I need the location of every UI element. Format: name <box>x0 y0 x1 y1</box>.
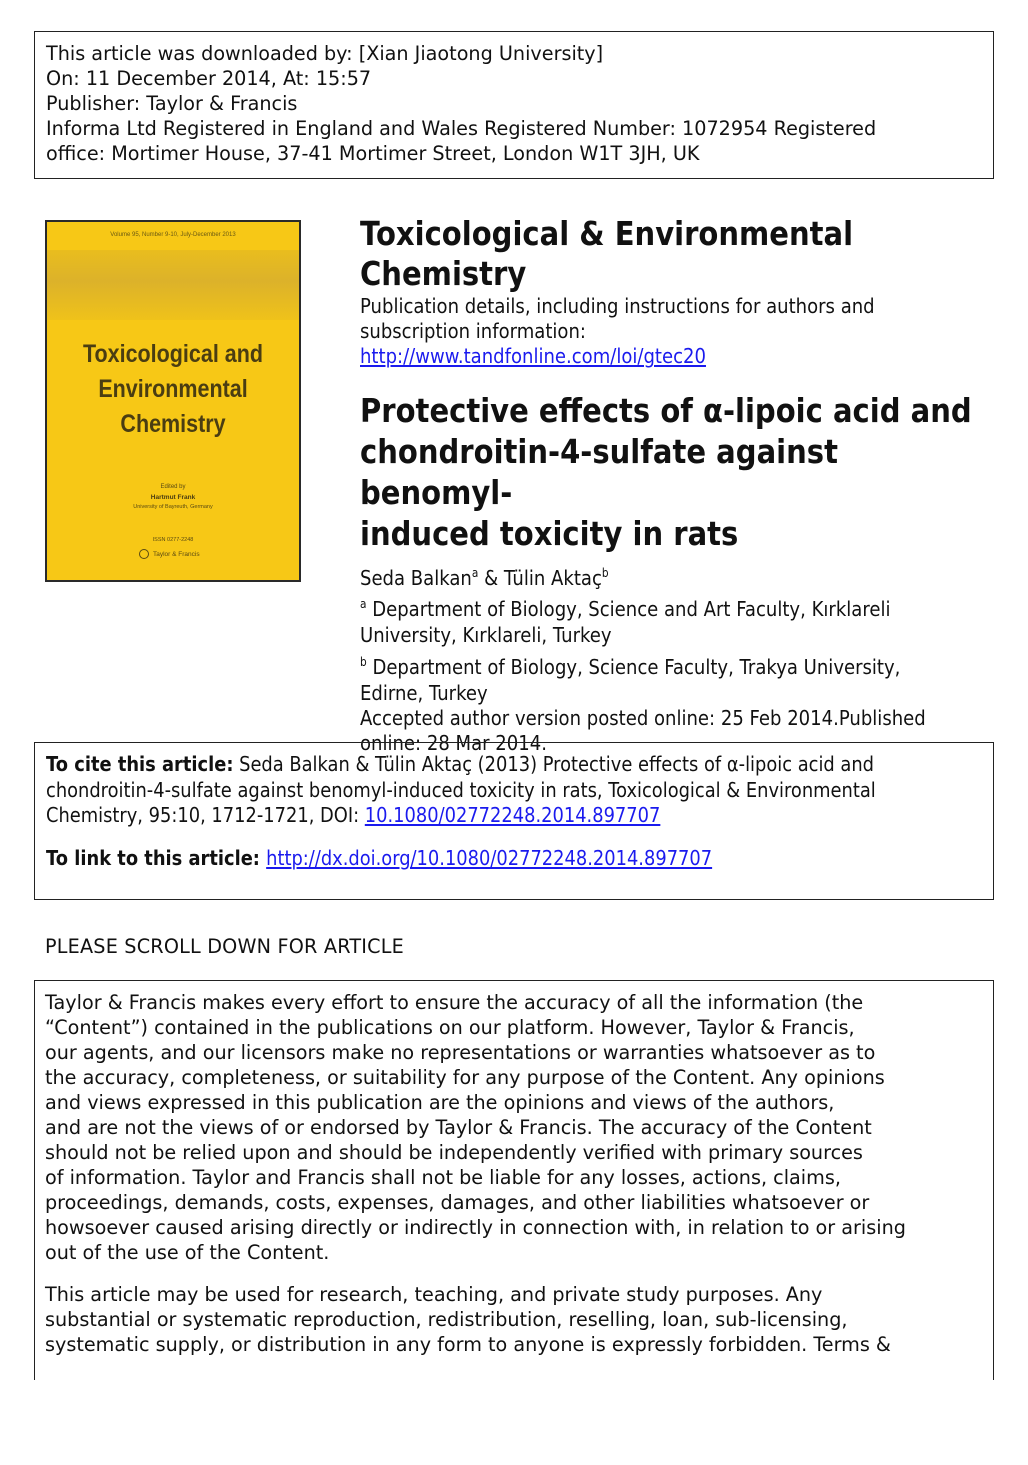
terms-line: our agents, and our licensors make no representations or warranties whatsoever as to <box>45 1041 876 1064</box>
link-label: To link to this article: <box>46 845 267 870</box>
terms-line: substantial or systematic reproduction, redistribution, reselling, loan, sub-licensing, <box>45 1308 848 1331</box>
terms-box <box>34 980 994 1380</box>
terms-line: Taylor & Francis makes every effort to ensure the accuracy of all the information (the <box>45 991 864 1014</box>
registration-line: Informa Ltd Registered in England and Wales Registered Number: 1072954 Registered <box>46 117 877 140</box>
terms-line: of information. Taylor and Francis shall not be liable for any losses, actions, claims, <box>45 1166 841 1189</box>
article-title-line: induced toxicity in rats <box>360 514 739 553</box>
posted-line: online: 28 Mar 2014. <box>360 731 547 755</box>
office-address-line: office: Mortimer House, 37-41 Mortimer Street, London W1T 3JH, UK <box>46 142 700 165</box>
terms-content <box>45 990 990 1357</box>
terms-line: and are not the views of or endorsed by Taylor & Francis. The accuracy of the Content <box>45 1116 872 1139</box>
cover-editor-affiliation: University of Bayreuth, Germany <box>133 504 213 510</box>
citation-text: chondroitin-4-sulfate against benomyl-induced toxicity in rats, Toxicological & Environmental <box>46 777 876 802</box>
publication-details-line: Publication details, including instructions for authors and <box>360 294 875 318</box>
cover-volume-line: Volume 95, Number 9-10, July-December 2013 <box>110 232 236 238</box>
terms-line: and views expressed in this publication are the opinions and views of the authors, <box>45 1091 835 1114</box>
article-header <box>360 214 1000 756</box>
article-permalink[interactable]: http://dx.doi.org/10.1080/02772248.2014.897707 <box>266 845 713 870</box>
citation-text: Seda Balkan & Tülin Aktaç (2013) Protective effects of α-lipoic acid and <box>233 752 874 776</box>
download-date-line: On: 11 December 2014, At: 15:57 <box>46 67 372 90</box>
downloaded-by-line: This article was downloaded by: [Xian Jiaotong University] <box>46 42 604 65</box>
cite-label: To cite this article: <box>46 752 234 776</box>
affiliation-a <box>360 596 967 648</box>
affiliation-b <box>360 654 967 706</box>
article-title-line: Protective effects of α-lipoic acid and <box>360 391 972 430</box>
journal-title: Toxicological & Environmental Chemistry <box>360 214 854 293</box>
publisher-line: Publisher: Taylor & Francis <box>46 92 298 115</box>
affiliation-marker: b <box>360 655 367 669</box>
citation-text: Chemistry, 95:10, 1712-1721, DOI: <box>46 803 365 827</box>
affiliation-marker: b <box>601 566 609 580</box>
doi-link[interactable]: 10.1080/02772248.2014.897707 <box>364 803 661 827</box>
posted-line: Accepted author version posted online: 25 Feb 2014.Published <box>360 706 926 730</box>
cover-issn: ISSN 0277-2248 <box>152 537 194 543</box>
terms-line: howsoever caused arising directly or indirectly in connection with, in relation to or arising <box>45 1216 906 1239</box>
terms-line: “Content”) contained in the publications on our platform. However, Taylor & Francis, <box>45 1016 855 1039</box>
terms-paragraph-2 <box>45 1282 990 1357</box>
citation-box <box>34 742 994 900</box>
cover-title-line: Toxicological and <box>82 340 263 368</box>
cover-publisher <box>139 549 200 559</box>
affiliation-text: Department of Biology, Science and Art Faculty, Kırklareli <box>366 597 891 621</box>
publication-details <box>360 294 994 369</box>
affiliation-marker: a <box>360 597 367 611</box>
terms-paragraph-1 <box>45 990 990 1265</box>
journal-cover-image <box>45 220 301 582</box>
author-name: Seda Balkan <box>360 566 472 590</box>
citation-content <box>46 752 988 871</box>
terms-line: should not be relied upon and should be independently verified with primary sources <box>45 1141 863 1164</box>
journal-url-link[interactable]: http://www.tandfonline.com/loi/gtec20 <box>360 344 706 368</box>
affiliation-text: Department of Biology, Science Faculty, Trakya University, <box>366 655 901 679</box>
cover-band <box>47 250 299 320</box>
scroll-down-notice: PLEASE SCROLL DOWN FOR ARTICLE <box>45 935 404 958</box>
authors <box>360 566 994 590</box>
terms-line: proceedings, demands, costs, expenses, damages, and other liabilities whatsoever or <box>45 1191 870 1214</box>
cover-title <box>65 337 282 442</box>
publication-details-line: subscription information: <box>360 319 586 343</box>
cover-edited-by: Edited by <box>160 484 186 490</box>
article-title <box>360 390 1000 554</box>
author-separator: & <box>478 566 504 590</box>
cover-editor: Hartmut Frank <box>150 494 196 501</box>
affiliation-text: Edirne, Turkey <box>360 681 488 705</box>
terms-line: systematic supply, or distribution in any form to anyone is expressly forbidden. Terms & <box>45 1333 891 1356</box>
terms-line: This article may be used for research, teaching, and private study purposes. Any <box>45 1283 823 1306</box>
affiliation-text: University, Kırklareli, Turkey <box>360 623 612 647</box>
affiliation-marker: a <box>471 566 479 580</box>
cover-publisher-name: Taylor & Francis <box>153 550 200 558</box>
download-notice-box <box>34 31 994 179</box>
cover-title-line: Chemistry <box>120 410 226 438</box>
article-title-line: chondroitin-4-sulfate against benomyl- <box>360 432 838 512</box>
cover-title-line: Environmental <box>98 375 248 403</box>
publisher-logo-icon <box>139 549 149 559</box>
terms-line: out of the use of the Content. <box>45 1241 330 1264</box>
terms-line: the accuracy, completeness, or suitability for any purpose of the Content. Any opinions <box>45 1066 885 1089</box>
author-name: Tülin Aktaç <box>503 566 602 590</box>
